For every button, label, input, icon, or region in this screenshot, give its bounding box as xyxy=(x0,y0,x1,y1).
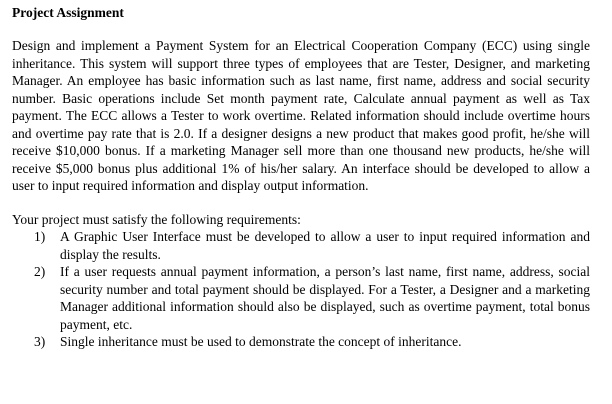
document-page xyxy=(12,4,590,351)
requirement-item xyxy=(12,333,590,351)
document-title: Project Assignment xyxy=(12,5,124,20)
requirement-item xyxy=(12,228,590,263)
requirement-item xyxy=(12,263,590,333)
description-paragraph: Design and implement a Payment System for an Electrical Cooperation Company (ECC) using single inheritance. This system will support three types of employees that are Tester, Designer, and marketing Manager. An employee has basic information such as last name, first name, address and social security number. Basic operations include Set month payment rate, Calculate annual payment as well as Tax payment. The ECC allows a Tester to work overtime. Related information should include overtime hours and overtime pay rate that is 2.0. If a designer designs a new product that makes good profit, he/she will receive $10,000 bonus. If a marketing Manager sell more than one thousand new products, he/she will receive $5,000 bonus plus additional 1% of his/her salary. An interface should be developed to allow a user to input required information and display output information. xyxy=(12,38,590,193)
requirements-list xyxy=(12,228,590,351)
requirement-number: 1) xyxy=(34,229,46,244)
requirements-intro: Your project must satisfy the following requirements: xyxy=(12,211,301,227)
requirement-number: 2) xyxy=(34,264,46,279)
requirement-number: 3) xyxy=(34,334,46,349)
requirement-text: A Graphic User Interface must be developed to allow a user to input required information and display the results. xyxy=(60,229,590,262)
requirement-text: Single inheritance must be used to demonstrate the concept of inheritance. xyxy=(60,334,462,349)
requirement-text: If a user requests annual payment information, a person’s last name, first name, address, social security number and total payment should be displayed. For a Tester, a Designer and a marketing Manager additional information should also be displayed, such as overtime payment, total bonus payment, etc. xyxy=(60,264,590,332)
